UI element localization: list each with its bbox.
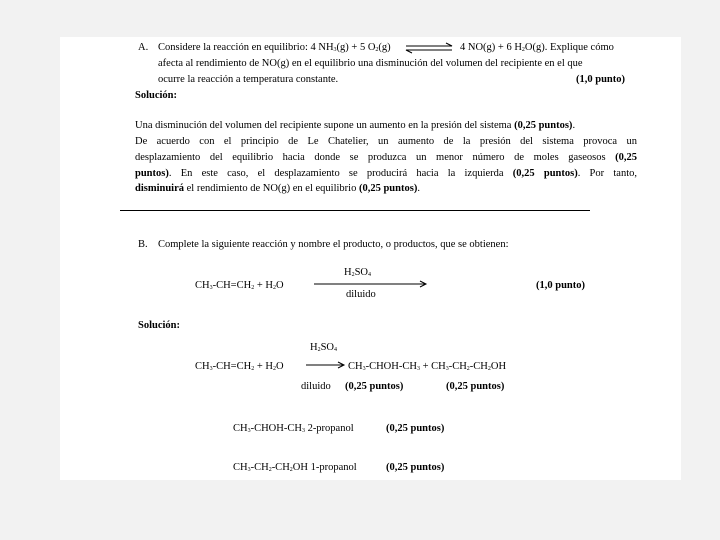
section-a-line-2: afecta al rendimiento de NO(g) en el equilibrio una disminución del volumen del recipiente en el que bbox=[158, 58, 583, 69]
section-a-line-3: ocurre la reacción a temperatura constante. bbox=[158, 74, 339, 85]
section-a-letter: A. bbox=[138, 42, 149, 53]
answer-a-line-1: Una disminución del volumen del recipiente supone un aumento en la presión del sistema (0,25 puntos). bbox=[135, 120, 576, 131]
answer-a-line-3: desplazamiento del equilibrio hacia donde se produzca un menor número de moles gaseosos (0,25 bbox=[135, 152, 637, 163]
section-b-score: (1,0 punto) bbox=[536, 280, 586, 291]
equilibrium-arrow-icon bbox=[404, 42, 456, 54]
product-2-points: (0,25 puntos) bbox=[446, 381, 505, 392]
product-1-points: (0,25 puntos) bbox=[345, 381, 404, 392]
section-divider bbox=[120, 210, 590, 211]
solution-reaction-arrow-icon bbox=[304, 361, 348, 369]
product-2-name-points: (0,25 puntos) bbox=[386, 462, 445, 473]
product-1-name-points: (0,25 puntos) bbox=[386, 423, 445, 434]
dilute-label: diluido bbox=[346, 289, 376, 300]
solution-products: $CH_3-CHOH-CH_3 + CH_3-CH_2-CH_2OH$ bbox=[348, 361, 507, 372]
reaction-arrow-icon bbox=[312, 280, 430, 288]
document-page bbox=[60, 37, 681, 480]
answer-a-line-2: De acuerdo con el principio de Le Chatelier, un aumento de la presión del sistema provoca un bbox=[135, 136, 637, 147]
section-a-solution-label: Solución: bbox=[135, 90, 178, 101]
answer-a-line-4: puntos). En este caso, el desplazamiento se producirá hacia la izquierda (0,25 puntos). Por tanto, bbox=[135, 168, 637, 179]
section-a-line-1-products: 4 NO(g) + 6 $H_2O(g)$. Explique cómo bbox=[460, 42, 614, 53]
section-b-letter: B. bbox=[138, 239, 148, 250]
section-b-solution-label: Solución: bbox=[138, 320, 181, 331]
solution-dilute-label: diluido bbox=[301, 381, 331, 392]
reactants: $CH_3-CH=CH_2 + H_2O$ bbox=[195, 280, 284, 291]
product-2-name: $CH_3-CH_2-CH_2OH$ 1-propanol bbox=[233, 462, 357, 473]
solution-reactants: $CH_3-CH=CH_2 + H_2O$ bbox=[195, 361, 284, 372]
section-a-score: (1,0 punto) bbox=[576, 74, 626, 85]
section-b-question: Complete la siguiente reacción y nombre el producto, o productos, que se obtienen: bbox=[158, 239, 509, 250]
catalyst-label: $H_2SO_4$ bbox=[344, 267, 372, 278]
answer-a-line-5: disminuirá el rendimiento de NO(g) en el equilibrio (0,25 puntos). bbox=[135, 183, 420, 194]
section-a-line-1: Considere la reacción en equilibrio: 4 $NH_3(g) + 5$ $O_2(g)$ bbox=[158, 42, 391, 53]
solution-catalyst-label: $H_2SO_4$ bbox=[310, 342, 338, 353]
product-1-name: $CH_3-CHOH-CH_3$ 2-propanol bbox=[233, 423, 354, 434]
